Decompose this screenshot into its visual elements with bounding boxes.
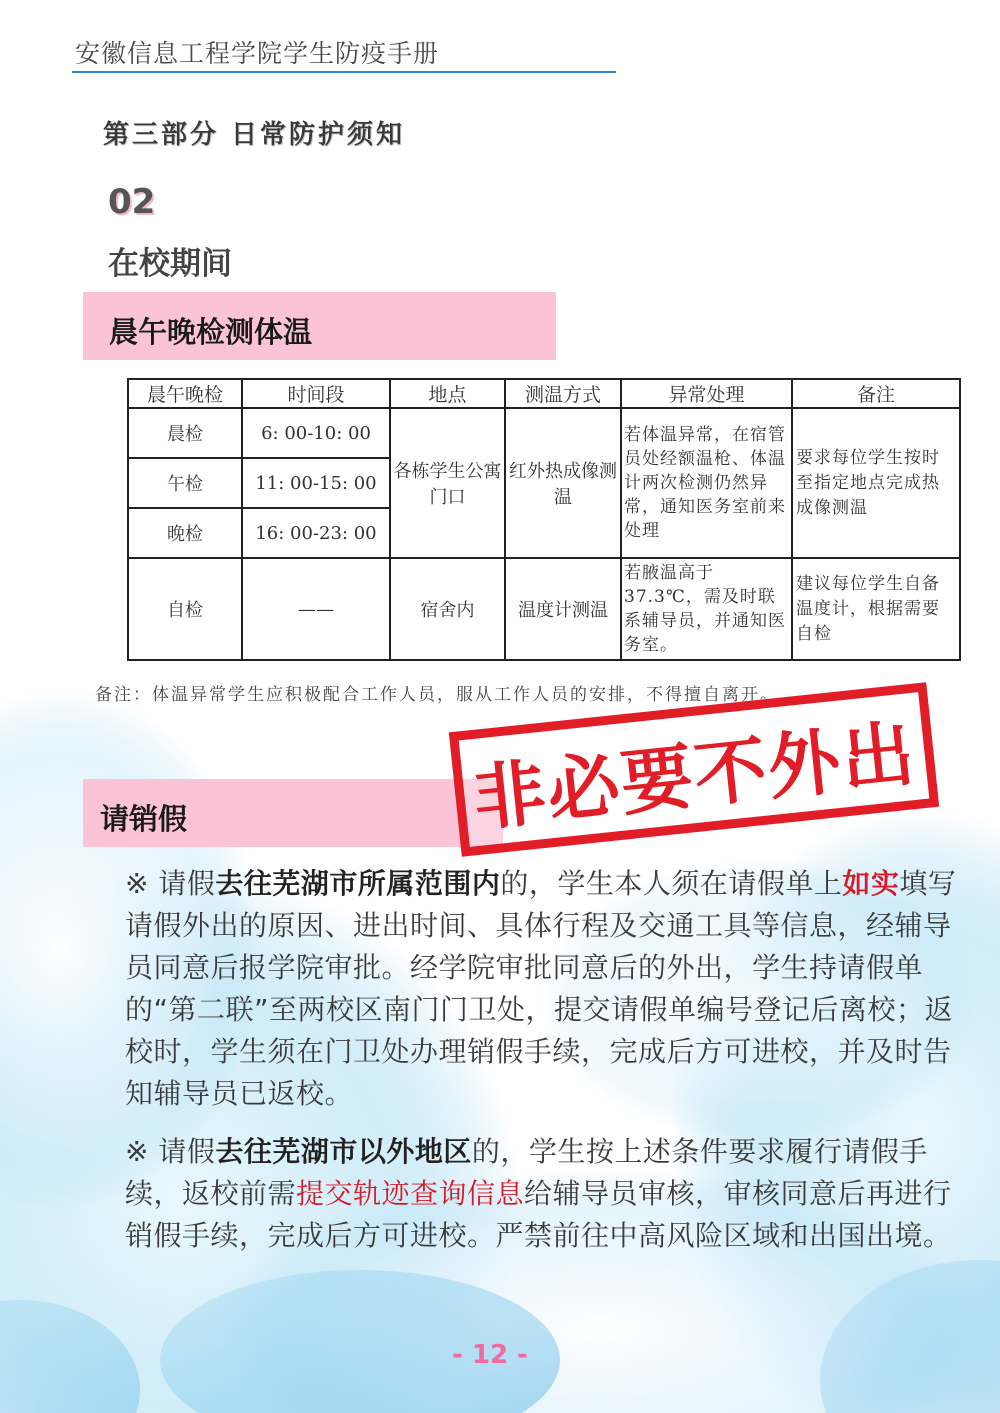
leave-heading: 请销假 bbox=[100, 802, 188, 836]
table-row bbox=[128, 408, 960, 458]
col-header-location: 地点 bbox=[390, 379, 505, 408]
para2-mid: 的，学生按上述条件要求履行请假手续，返校前需 bbox=[125, 1135, 928, 1210]
cell-time: 11: 00-15: 00 bbox=[242, 458, 390, 508]
handbook-title: 安徽信息工程学院学生防疫手册 bbox=[75, 39, 440, 68]
cell-check: 午检 bbox=[128, 458, 242, 508]
para2-bold: 去往芜湖市以外地区 bbox=[215, 1135, 472, 1168]
cell-handling: 若体温异常，在宿管员处经额温枪、体温计两次检测仍然异常，通知医务室前来处理 bbox=[621, 408, 792, 558]
para2-prefix: ※ 请假 bbox=[125, 1135, 216, 1168]
col-header-method: 测温方式 bbox=[505, 379, 621, 408]
table-footnote: 备注：体温异常学生应积极配合工作人员，服从工作人员的安排，不得擅自离开。 bbox=[95, 685, 779, 705]
table-header-row bbox=[128, 379, 960, 408]
para2-highlight: 提交轨迹查询信息 bbox=[296, 1177, 525, 1210]
col-header-check: 晨午晚检 bbox=[128, 379, 242, 408]
para2-rest: 给辅导员审核，审核同意后再进行销假手续，完成后方可进校。严禁前往中高风险区域和出国出境。 bbox=[125, 1177, 952, 1252]
col-header-remark: 备注 bbox=[792, 379, 960, 408]
temperature-heading: 晨午晚检测体温 bbox=[109, 315, 313, 349]
cell-handling: 若腋温高于37.3℃，需及时联系辅导员，并通知医务室。 bbox=[621, 558, 792, 660]
cell-check: 晨检 bbox=[128, 408, 242, 458]
stamp-text: 非必要不外出 bbox=[469, 710, 920, 841]
page-number: - 12 - bbox=[452, 1340, 528, 1370]
leave-paragraph-local bbox=[125, 863, 965, 1115]
section-number: 02 bbox=[108, 182, 156, 222]
cell-method: 红外热成像测温 bbox=[505, 408, 621, 558]
para1-mid: 的，学生本人须在请假单上 bbox=[500, 867, 843, 900]
cell-remark: 要求每位学生按时至指定地点完成热成像测温 bbox=[792, 408, 960, 558]
section-title: 第三部分 日常防护须知 bbox=[103, 120, 406, 150]
table-row bbox=[128, 558, 960, 660]
cell-time: 6: 00-10: 00 bbox=[242, 408, 390, 458]
cell-location: 宿舍内 bbox=[390, 558, 505, 660]
cell-location: 各栋学生公寓门口 bbox=[390, 408, 505, 558]
cell-check: 晚检 bbox=[128, 508, 242, 558]
cell-time: 16: 00-23: 00 bbox=[242, 508, 390, 558]
leave-heading-band bbox=[83, 779, 503, 847]
para1-bold: 去往芜湖市所属范围内 bbox=[215, 867, 501, 900]
para1-prefix: ※ 请假 bbox=[125, 867, 216, 900]
cell-remark: 建议每位学生自备温度计，根据需要自检 bbox=[792, 558, 960, 660]
temperature-heading-band bbox=[83, 292, 556, 360]
col-header-time: 时间段 bbox=[242, 379, 390, 408]
header-divider bbox=[72, 71, 616, 73]
col-header-handling: 异常处理 bbox=[621, 379, 792, 408]
period-title: 在校期间 bbox=[108, 246, 232, 282]
cell-check: 自检 bbox=[128, 558, 242, 660]
cell-method: 温度计测温 bbox=[505, 558, 621, 660]
cell-time: —— bbox=[242, 558, 390, 660]
para1-highlight: 如实 bbox=[842, 867, 900, 900]
para1-rest: 填写请假外出的原因、进出时间、具体行程及交通工具等信息，经辅导员同意后报学院审批。经学院审批同意后的外出，学生持请假单的“第二联”至两校区南门门卫处，提交请假单编号登记后离校；返校时，学生须在门卫处办理销假手续，完成后方可进校，并及时告知辅导员已返校。 bbox=[125, 867, 957, 1110]
leave-paragraph-outside bbox=[125, 1131, 965, 1257]
temperature-check-table bbox=[127, 378, 961, 661]
